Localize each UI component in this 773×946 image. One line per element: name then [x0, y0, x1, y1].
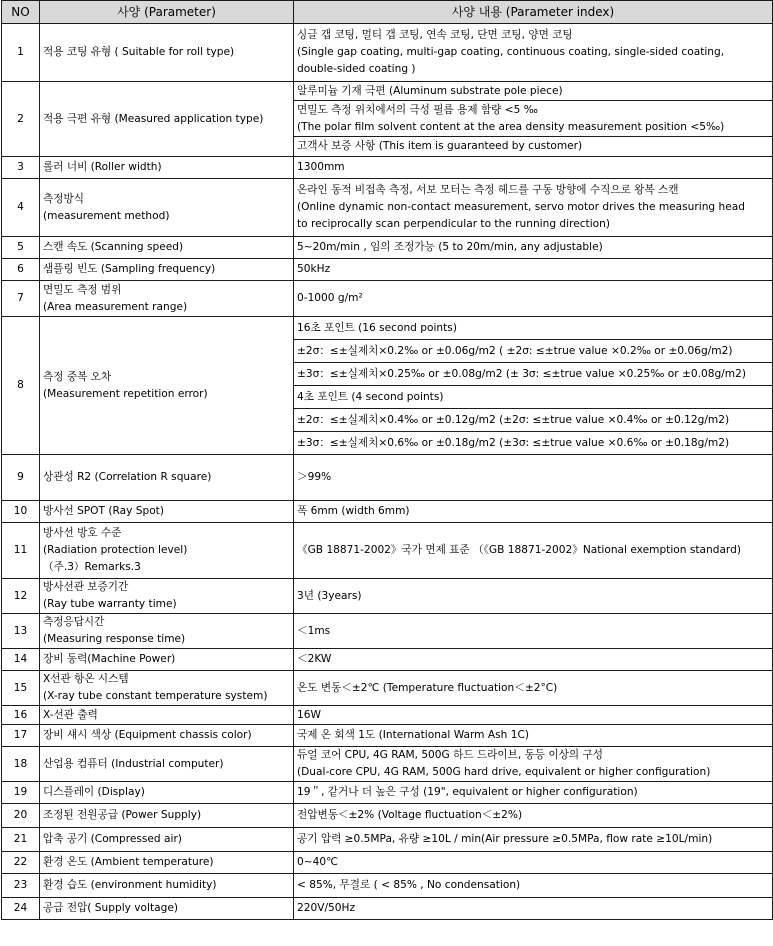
- table-row: [2, 179, 773, 237]
- parameter-value-cell: [294, 386, 773, 409]
- parameter-value-cell: [294, 579, 773, 614]
- parameter-label: (Measuring response time): [43, 633, 186, 645]
- table-row: [2, 782, 773, 804]
- row-number: 9: [2, 455, 40, 501]
- parameter-value-cell: [294, 501, 773, 523]
- row-number: 1: [2, 24, 40, 82]
- parameter-cell: [40, 237, 294, 259]
- parameter-value: 공기 압력 ≥0.5MPa, 유량 ≥10L / min(Air pressure ≥0.5MPa, flow rate ≥10L/min): [297, 833, 713, 845]
- row-number: 8: [2, 317, 40, 455]
- parameter-label: 산업용 컴퓨터 (Industrial computer): [43, 757, 224, 770]
- parameter-value-cell: [294, 804, 773, 828]
- table-row: [2, 747, 773, 782]
- parameter-value: ±3σ：≤±실제치×0.6‰ or ±0.18g/m2 (±3σ: ≤±true value ×0.6‰ or ±0.18g/m2): [297, 436, 730, 449]
- table-row: [2, 455, 773, 501]
- parameter-label: 환경 습도 (environment humidity): [43, 879, 217, 891]
- parameter-value: < 85%, 무결로 ( < 85% , No condensation): [297, 879, 521, 891]
- row-number: 14: [2, 649, 40, 671]
- parameter-label: (measurement method): [43, 209, 170, 222]
- parameter-value-cell: [294, 281, 773, 317]
- table-row: [2, 281, 773, 317]
- parameter-value: 폭 6mm (width 6mm): [297, 505, 410, 517]
- parameter-value: 국제 온 회색 1도 (International Warm Ash 1C): [297, 729, 529, 741]
- row-number: 23: [2, 874, 40, 898]
- row-number: 16: [2, 706, 40, 725]
- parameter-value: 19＂, 같거나 더 높은 구성 (19", equivalent or higher configuration): [297, 786, 638, 798]
- row-number: 5: [2, 237, 40, 259]
- parameter-label: 면밀도 측정 범위: [43, 283, 122, 296]
- table-row: [2, 874, 773, 898]
- parameter-value-cell: [294, 852, 773, 874]
- parameter-cell: [40, 179, 294, 237]
- parameter-label: (X-ray tube constant temperature system): [43, 690, 268, 702]
- parameter-label: 상관성 R2 (Correlation R square): [43, 471, 212, 483]
- parameter-value: double-sided coating ): [297, 63, 416, 75]
- table-row: [2, 706, 773, 725]
- parameter-cell: [40, 259, 294, 281]
- parameter-value: 고객사 보증 사항 (This item is guaranteed by customer): [297, 140, 583, 152]
- row-number: 6: [2, 259, 40, 281]
- parameter-cell: [40, 501, 294, 523]
- parameter-value: 5~20m/min , 임의 조정가능 (5 to 20m/min, any adjustable): [297, 241, 603, 253]
- row-number: 18: [2, 747, 40, 782]
- parameter-value: 1300mm: [297, 161, 345, 173]
- parameter-label: (Measurement repetition error): [43, 387, 208, 400]
- parameter-cell: [40, 725, 294, 747]
- parameter-value: 0-1000 g/m²: [297, 292, 363, 304]
- parameter-cell: [40, 782, 294, 804]
- parameter-value: (Dual-core CPU, 4G RAM, 500G hard drive, equivalent or higher configuration): [297, 766, 711, 778]
- table-row: [2, 671, 773, 706]
- row-number: 4: [2, 179, 40, 237]
- parameter-value: to reciprocally scan perpendicular to the running direction): [297, 218, 610, 230]
- parameter-value: (Single gap coating, multi-gap coating, continuous coating, single-sided coating,: [297, 46, 725, 58]
- parameter-value: 온라인 동적 비접촉 측정, 서보 모터는 측정 헤드를 구동 방향에 수직으로 왕복 스캔: [297, 184, 679, 196]
- header-parameter-index: 사양 내용 (Parameter index): [294, 1, 773, 24]
- parameter-cell: [40, 828, 294, 852]
- row-number: 15: [2, 671, 40, 706]
- parameter-label: 공급 전압( Supply voltage): [43, 902, 178, 914]
- parameter-cell: [40, 523, 294, 579]
- parameter-value: 알루미늄 기재 극편 (Aluminum substrate pole piece): [297, 84, 563, 97]
- table-row: [2, 804, 773, 828]
- parameter-label: X선관 항온 시스템: [43, 673, 129, 685]
- table-row: [2, 259, 773, 281]
- parameter-cell: [40, 24, 294, 82]
- parameter-cell: [40, 874, 294, 898]
- parameter-label: 측정방식: [43, 192, 84, 205]
- row-number: 11: [2, 523, 40, 579]
- table-row: [2, 852, 773, 874]
- parameter-cell: [40, 852, 294, 874]
- table-row: [2, 82, 773, 101]
- parameter-value-cell: [294, 82, 773, 101]
- row-number: 19: [2, 782, 40, 804]
- parameter-value: 3년 (3years): [297, 589, 362, 602]
- parameter-value: 듀얼 코어 CPU, 4G RAM, 500G 하드 드라이브, 동등 이상의 구성: [297, 749, 603, 761]
- table-row: [2, 898, 773, 920]
- parameter-label: （주.3）Remarks.3: [43, 561, 141, 573]
- parameter-value-cell: [294, 671, 773, 706]
- parameter-label: X-선관 출력: [43, 708, 98, 721]
- parameter-cell: [40, 649, 294, 671]
- row-number: 13: [2, 614, 40, 649]
- parameter-value: 《GB 18871-2002》국가 면제 표준 （《GB 18871-2002》National exemption standard): [297, 544, 741, 556]
- table-row: [2, 157, 773, 179]
- parameter-value-cell: [294, 828, 773, 852]
- parameter-cell: [40, 804, 294, 828]
- spec-body: [2, 24, 773, 920]
- row-number: 20: [2, 804, 40, 828]
- parameter-value-cell: [294, 898, 773, 920]
- parameter-label: 스캔 속도 (Scanning speed): [43, 241, 184, 253]
- parameter-value-cell: [294, 432, 773, 455]
- parameter-value-cell: [294, 363, 773, 386]
- table-row: [2, 579, 773, 614]
- row-number: 17: [2, 725, 40, 747]
- parameter-label: 장비 섀시 색상 (Equipment chassis color): [43, 729, 252, 741]
- parameter-value-cell: [294, 725, 773, 747]
- row-number: 24: [2, 898, 40, 920]
- parameter-value-cell: [294, 874, 773, 898]
- parameter-cell: [40, 671, 294, 706]
- parameter-value-cell: [294, 340, 773, 363]
- parameter-cell: [40, 898, 294, 920]
- parameter-cell: [40, 455, 294, 501]
- parameter-value-cell: [294, 649, 773, 671]
- parameter-label: 적용 코팅 유형 ( Suitable for roll type): [43, 46, 235, 58]
- parameter-label: 적용 극편 유형 (Measured application type): [43, 112, 264, 125]
- parameter-cell: [40, 579, 294, 614]
- parameter-value: 온도 변동＜±2℃ (Temperature fluctuation＜±2°C): [297, 681, 558, 694]
- parameter-value: 220V/50Hz: [297, 902, 356, 914]
- parameter-value: ±3σ：≤±실제치×0.25‰ or ±0.08g/m2 (± 3σ: ≤±true value ×0.25‰ or ±0.08g/m2): [297, 367, 746, 380]
- header-row: [2, 1, 773, 24]
- parameter-value-cell: [294, 259, 773, 281]
- parameter-label: 롤러 너비 (Roller width): [43, 161, 162, 173]
- parameter-value: ±2σ：≤±실제치×0.2‰ or ±0.06g/m2 ( ±2σ: ≤±true value ×0.2‰ or ±0.06g/m2): [297, 344, 733, 357]
- table-row: [2, 614, 773, 649]
- parameter-cell: [40, 747, 294, 782]
- table-row: [2, 828, 773, 852]
- parameter-label: 방사선 방호 수준: [43, 527, 122, 539]
- row-number: 2: [2, 82, 40, 157]
- table-row: [2, 649, 773, 671]
- parameter-value: ＜1ms: [297, 624, 331, 637]
- parameter-value-cell: [294, 614, 773, 649]
- parameter-value-cell: [294, 747, 773, 782]
- row-number: 21: [2, 828, 40, 852]
- row-number: 10: [2, 501, 40, 523]
- parameter-value-cell: [294, 24, 773, 82]
- parameter-cell: [40, 82, 294, 157]
- parameter-label: 측정 중복 오차: [43, 370, 112, 383]
- parameter-value: 16초 포인트 (16 second points): [297, 321, 457, 334]
- parameter-value-cell: [294, 706, 773, 725]
- parameter-value: (The polar film solvent content at the area density measurement position <5‰): [297, 120, 725, 133]
- parameter-cell: [40, 281, 294, 317]
- parameter-value-cell: [294, 101, 773, 137]
- row-number: 3: [2, 157, 40, 179]
- parameter-label: 조정된 전원공급 (Power Supply): [43, 809, 202, 821]
- table-row: [2, 24, 773, 82]
- parameter-cell: [40, 157, 294, 179]
- parameter-value: 면밀도 측정 위치에서의 극성 필름 용제 함량 <5 ‰: [297, 103, 538, 116]
- parameter-value-cell: [294, 455, 773, 501]
- parameter-value-cell: [294, 782, 773, 804]
- table-row: [2, 237, 773, 259]
- parameter-label: 환경 온도 (Ambient temperature): [43, 856, 214, 868]
- parameter-label: (Ray tube warranty time): [43, 598, 177, 610]
- parameter-label: (Area measurement range): [43, 300, 188, 313]
- table-row: [2, 501, 773, 523]
- table-row: [2, 523, 773, 579]
- parameter-value: ＞99%: [297, 471, 332, 483]
- parameter-value-cell: [294, 237, 773, 259]
- row-number: 12: [2, 579, 40, 614]
- parameter-value: 50kHz: [297, 263, 331, 275]
- parameter-value-cell: [294, 317, 773, 340]
- parameter-label: (Radiation protection level): [43, 544, 188, 556]
- row-number: 22: [2, 852, 40, 874]
- parameter-value: 전압변동＜±2% (Voltage fluctuation＜±2%): [297, 809, 523, 821]
- parameter-label: 측정응답시간: [43, 616, 105, 628]
- parameter-label: 디스플레이 (Display): [43, 786, 145, 798]
- parameter-value-cell: [294, 179, 773, 237]
- parameter-value-cell: [294, 137, 773, 157]
- table-row: [2, 317, 773, 340]
- parameter-value-cell: [294, 157, 773, 179]
- parameter-cell: [40, 317, 294, 455]
- table-row: [2, 725, 773, 747]
- parameter-label: 방사선 SPOT (Ray Spot): [43, 505, 164, 517]
- parameter-label: 장비 동력(Machine Power): [43, 653, 176, 665]
- header-no: NO: [2, 1, 40, 24]
- header-parameter: 사양 (Parameter): [40, 1, 294, 24]
- parameter-value: 0~40℃: [297, 856, 338, 868]
- parameter-value-cell: [294, 409, 773, 432]
- parameter-value: ±2σ：≤±실제치×0.4‰ or ±0.12g/m2 (±2σ: ≤±true value ×0.4‰ or ±0.12g/m2): [297, 413, 730, 426]
- parameter-value-cell: [294, 523, 773, 579]
- parameter-value: 싱글 갭 코팅, 멀티 갭 코팅, 연속 코팅, 단면 코팅, 양면 코팅: [297, 29, 573, 41]
- parameter-value: 16W: [297, 708, 321, 721]
- parameter-value: ＜2KW: [297, 653, 332, 665]
- parameter-label: 샘플링 빈도 (Sampling frequency): [43, 263, 216, 275]
- spec-table: [1, 0, 773, 920]
- row-number: 7: [2, 281, 40, 317]
- parameter-value: 4초 포인트 (4 second points): [297, 390, 444, 403]
- parameter-cell: [40, 706, 294, 725]
- parameter-cell: [40, 614, 294, 649]
- parameter-label: 압축 공기 (Compressed air): [43, 833, 182, 845]
- parameter-value: (Online dynamic non-contact measurement, servo motor drives the measuring head: [297, 201, 745, 213]
- parameter-label: 방사선관 보증기간: [43, 581, 129, 593]
